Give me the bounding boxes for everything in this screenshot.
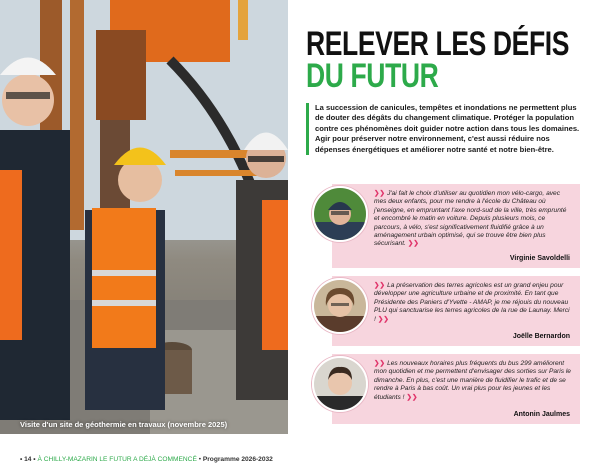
testimonial-card	[332, 354, 580, 424]
testimonial-2	[312, 276, 580, 346]
close-quote-icon: ❯❯	[406, 393, 418, 401]
geothermal-site-photo	[0, 0, 288, 434]
testimonial-1	[312, 184, 580, 268]
close-quote-icon: ❯❯	[377, 315, 389, 323]
avatar-portrait	[314, 188, 366, 240]
open-quote-icon: ❯❯	[374, 282, 386, 289]
avatar-portrait	[314, 358, 366, 410]
page-footer	[20, 456, 273, 463]
close-quote-icon: ❯❯	[407, 240, 419, 248]
page-title	[306, 25, 570, 95]
avatar-portrait	[314, 280, 366, 332]
testimonial-card	[332, 276, 580, 346]
testimonial-author: Antonin Jaulmes	[513, 411, 570, 418]
intro-paragraph-2: Agir pour préserver notre environnement, c'est aussi réduire nos dépenses énergétiques et améliorer notre santé et notre bien-être.	[315, 134, 554, 154]
footer-slogan: À CHILLY-MAZARIN LE FUTUR A DÉJÀ COMMENCÉ	[37, 456, 197, 463]
testimonial-author: Joëlle Bernardon	[512, 333, 570, 340]
testimonial-author: Virginie Savoldelli	[509, 255, 570, 262]
avatar	[312, 356, 368, 412]
page-number: • 14 •	[20, 456, 36, 463]
title-line-1: RELEVER LES DÉFIS	[306, 25, 570, 63]
footer-program: Programme 2026-2032	[202, 456, 273, 463]
testimonial-quote: ❯❯ La préservation des terres agricoles est un grand enjeu pour développer une agriculture urbaine et de proximité. En tant que Présidente des Paniers d'Yvette - AMAP, je me réjouis du nouveau PLU qui sanctuarise les terres agricoles de la rue de Launay. Merci ! ❯❯	[374, 282, 570, 323]
open-quote-icon: ❯❯	[374, 190, 386, 197]
intro-text	[306, 103, 585, 155]
testimonial-quote: ❯❯ Les nouveaux horaires plus fréquents du bus 299 améliorent mon quotidien et me permettent d'envisager des sorties sur Paris le dimanche. En plus, c'est une manière de fluidifier le trafic et de se rendre à Paris à bas coût. Un vrai plus pour les jeunes et les étudiants ! ❯❯	[374, 360, 571, 401]
open-quote-icon: ❯❯	[374, 360, 386, 367]
testimonial-card	[332, 184, 580, 268]
testimonial-3	[312, 354, 580, 424]
photo-caption: Visite d'un site de géothermie en travaux (novembre 2025)	[20, 420, 228, 429]
intro-paragraph-1: La succession de canicules, tempêtes et inondations ne permettent plus de douter des dégâts du changement climatique. Protéger la population contre ces phénomènes doit guider notre action dans tous les domaines.	[315, 103, 580, 133]
avatar	[312, 186, 368, 242]
footer-separator: •	[196, 456, 203, 463]
testimonial-quote: ❯❯ J'ai fait le choix d'utiliser au quotidien mon vélo-cargo, avec mes deux enfants, pour me rendre à l'école du Château où j'enseigne, en empruntant l'axe nord-sud de la ville, très emprunté et encombré le matin en voiture. Depuis plusieurs mois, ce parcours, à vélo, s'est significativement fluidifié grâce à un aménagement urbain optimisé, qui se trouve être bien plus sécurisant. ❯❯	[374, 190, 567, 248]
title-line-2: DU FUTUR	[306, 57, 439, 95]
photo-illustration	[0, 0, 288, 434]
avatar	[312, 278, 368, 334]
